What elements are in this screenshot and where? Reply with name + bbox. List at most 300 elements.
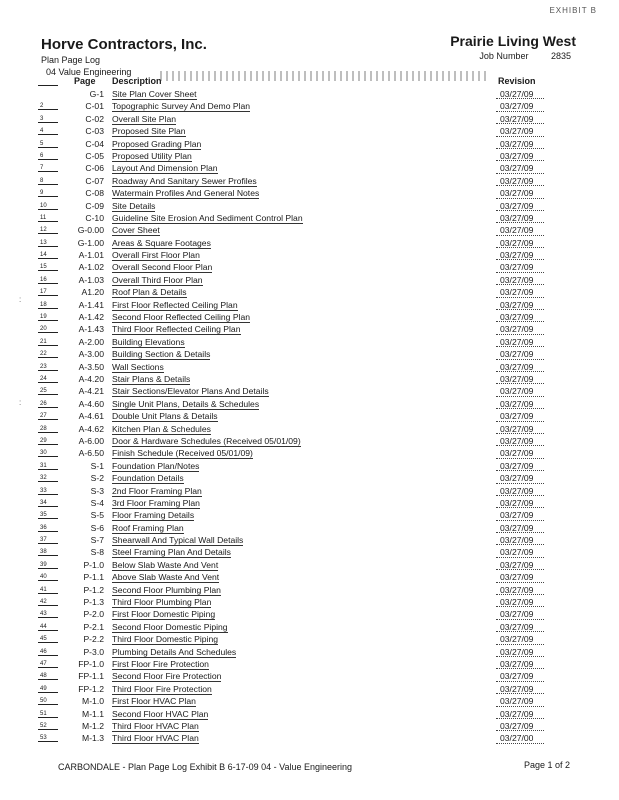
- table-row: [0, 509, 619, 521]
- revision-date: 03/27/00: [500, 733, 534, 744]
- page-description: [112, 658, 209, 670]
- revision-date: 03/27/09: [500, 510, 534, 521]
- row-index: 4: [40, 125, 56, 137]
- page-description: [112, 596, 211, 608]
- revision-underline: [496, 569, 544, 570]
- table-row: [0, 286, 619, 298]
- table-row: [0, 460, 619, 472]
- row-index: 28: [40, 423, 56, 435]
- revision-date: 03/27/09: [500, 349, 534, 360]
- row-index: 27: [40, 410, 56, 422]
- page-description: [112, 373, 190, 385]
- revision-date: 03/27/09: [500, 212, 534, 223]
- page-description: [112, 175, 257, 187]
- footer-caption: CARBONDALE - Plan Page Log Exhibit B 6-17-09 04 - Value Engineering: [58, 762, 352, 772]
- row-index: 53: [40, 732, 56, 744]
- page-code: S-1: [90, 460, 104, 471]
- revision-underline: [496, 111, 544, 112]
- row-index: 49: [40, 683, 56, 695]
- revision-underline: [496, 433, 544, 434]
- scan-noise: [160, 71, 490, 81]
- page-description: [112, 385, 269, 397]
- page-code: P-1.0: [83, 559, 104, 570]
- row-index: 46: [40, 646, 56, 658]
- revision-date: 03/27/09: [500, 175, 534, 186]
- page-code: A-4.21: [78, 386, 104, 397]
- page-description-text: First Floor Reflected Ceiling Plan: [112, 299, 238, 310]
- row-index: 36: [40, 522, 56, 534]
- row-index: 40: [40, 571, 56, 583]
- page-code: C-09: [85, 200, 104, 211]
- revision-underline: [496, 520, 544, 521]
- revision-underline: [496, 408, 544, 409]
- revision-date: 03/27/09: [500, 473, 534, 484]
- revision-underline: [496, 321, 544, 322]
- page-description-text: Plumbing Details And Schedules: [112, 646, 237, 657]
- row-index: 25: [40, 385, 56, 397]
- page-description-text: Overall First Floor Plan: [112, 250, 200, 261]
- revision-underline: [496, 198, 544, 199]
- page-description-text: Second Floor Reflected Ceiling Plan: [112, 312, 251, 323]
- revision-underline: [496, 421, 544, 422]
- table-row: [0, 633, 619, 645]
- row-index: 31: [40, 460, 56, 472]
- page-description-text: Topographic Survey And Demo Plan: [112, 101, 251, 112]
- revision-underline: [496, 222, 544, 223]
- row-index: 51: [40, 708, 56, 720]
- row-index: 17: [40, 286, 56, 298]
- table-row: [0, 670, 619, 682]
- page-description-text: Third Floor Fire Protection: [112, 683, 212, 694]
- row-index: 5: [40, 138, 56, 150]
- page-description: [112, 138, 201, 150]
- page-description: [112, 559, 218, 571]
- page-code: S-5: [90, 510, 104, 521]
- revision-underline: [496, 594, 544, 595]
- page-description-text: Third Floor Domestic Piping: [112, 634, 219, 645]
- page-description-text: Wall Sections: [112, 361, 164, 372]
- revision-date: 03/27/09: [500, 708, 534, 719]
- page-description-text: Roof Plan & Details: [112, 287, 187, 298]
- page-description-text: Stair Sections/Elevator Plans And Details: [112, 386, 269, 397]
- page-code: P-2.2: [83, 634, 104, 645]
- row-index: 26: [40, 398, 56, 410]
- row-index: 32: [40, 472, 56, 484]
- row-index: 29: [40, 435, 56, 447]
- revision-underline: [496, 458, 544, 459]
- row-index: 30: [40, 447, 56, 459]
- page-description: [112, 695, 196, 707]
- revision-date: 03/27/09: [500, 683, 534, 694]
- page-code: A-4.60: [78, 398, 104, 409]
- page-description-text: Cover Sheet: [112, 225, 160, 236]
- page-code: A1.20: [81, 287, 104, 298]
- row-index: 52: [40, 720, 56, 732]
- page-description: [112, 261, 212, 273]
- page-description: [112, 361, 164, 373]
- revision-date: 03/27/09: [500, 237, 534, 248]
- revision-date: 03/27/09: [500, 522, 534, 533]
- page-code: P-2.1: [83, 621, 104, 632]
- page-description: [112, 646, 236, 658]
- job-number-line: [479, 51, 571, 61]
- table-row: [0, 435, 619, 447]
- revision-date: 03/27/09: [500, 200, 534, 211]
- page-description-text: Shearwall And Typical Wall Details: [112, 535, 244, 546]
- page-description: [112, 88, 197, 100]
- page-description-text: 3rd Floor Framing Plan: [112, 497, 200, 508]
- table-row: [0, 497, 619, 509]
- table-row: [0, 274, 619, 286]
- page-description: [112, 621, 228, 633]
- page-code: M-1.0: [82, 696, 104, 707]
- revision-date: 03/27/09: [500, 671, 534, 682]
- page-description: [112, 162, 218, 174]
- row-index: 42: [40, 596, 56, 608]
- page-code: S-3: [90, 485, 104, 496]
- page-code: C-08: [85, 188, 104, 199]
- revision-underline: [496, 495, 544, 496]
- row-index: 10: [40, 200, 56, 212]
- revision-date: 03/27/09: [500, 634, 534, 645]
- revision-underline: [496, 557, 544, 558]
- table-row: [0, 546, 619, 558]
- page-description-text: Proposed Grading Plan: [112, 138, 202, 149]
- revision-date: 03/27/09: [500, 262, 534, 273]
- table-row: [0, 361, 619, 373]
- revision-date: 03/27/09: [500, 411, 534, 422]
- revision-underline: [496, 706, 544, 707]
- revision-underline: [496, 136, 544, 137]
- table-row: [0, 88, 619, 100]
- table-row: [0, 311, 619, 323]
- table-row: [0, 708, 619, 720]
- revision-date: 03/27/09: [500, 497, 534, 508]
- table-row: [0, 646, 619, 658]
- page-number: Page 1 of 2: [523, 760, 570, 770]
- table-row: [0, 249, 619, 261]
- page-description-text: Third Floor HVAC Plan: [112, 720, 199, 731]
- revision-date: 03/27/09: [500, 646, 534, 657]
- revision-underline: [496, 185, 544, 186]
- table-row: [0, 125, 619, 137]
- row-index: 12: [40, 224, 56, 236]
- page-description-text: First Floor HVAC Plan: [112, 696, 196, 707]
- table-row: [0, 571, 619, 583]
- page-code: C-03: [85, 126, 104, 137]
- page-code: P-3.0: [83, 646, 104, 657]
- row-index: 22: [40, 348, 56, 360]
- revision-underline: [496, 284, 544, 285]
- row-index: 41: [40, 584, 56, 596]
- page-code: C-02: [85, 113, 104, 124]
- revision-underline: [496, 743, 544, 744]
- table-row: [0, 299, 619, 311]
- page-code: C-04: [85, 138, 104, 149]
- column-header-description: Description: [112, 76, 162, 86]
- revision-date: 03/27/09: [500, 696, 534, 707]
- revision-underline: [496, 718, 544, 719]
- revision-underline: [496, 334, 544, 335]
- revision-date: 03/27/09: [500, 658, 534, 669]
- row-index: 9: [40, 187, 56, 199]
- page-description-text: Layout And Dimension Plan: [112, 163, 218, 174]
- page-code: A-3.50: [78, 361, 104, 372]
- row-index: 33: [40, 485, 56, 497]
- revision-date: 03/27/09: [500, 113, 534, 124]
- table-row: [0, 187, 619, 199]
- revision-underline: [496, 346, 544, 347]
- revision-date: 03/27/09: [500, 287, 534, 298]
- revision-date: 03/27/09: [500, 720, 534, 731]
- page-description: [112, 534, 243, 546]
- table-row: [0, 336, 619, 348]
- revision-date: 03/27/09: [500, 336, 534, 347]
- page-description-text: Third Floor Reflected Ceiling Plan: [112, 324, 241, 335]
- page-description-text: Second Floor Plumbing Plan: [112, 584, 221, 595]
- table-row: [0, 720, 619, 732]
- page-code: S-8: [90, 547, 104, 558]
- page-description: [112, 683, 212, 695]
- page-description-text: Guideline Site Erosion And Sediment Control Plan: [112, 212, 303, 223]
- revision-underline: [496, 507, 544, 508]
- page-description: [112, 670, 221, 682]
- table-row: [0, 522, 619, 534]
- revision-underline: [496, 644, 544, 645]
- page-description: [112, 100, 250, 112]
- table-row: [0, 732, 619, 744]
- page-description-text: Proposed Utility Plan: [112, 150, 192, 161]
- page-code: A-1.41: [78, 299, 104, 310]
- table-row: [0, 113, 619, 125]
- row-index: 13: [40, 237, 56, 249]
- revision-date: 03/27/09: [500, 274, 534, 285]
- revision-underline: [496, 235, 544, 236]
- page-description: [112, 460, 199, 472]
- revision-date: 03/27/09: [500, 597, 534, 608]
- page-description: [112, 113, 176, 125]
- page-code: S-4: [90, 497, 104, 508]
- revision-date: 03/27/09: [500, 485, 534, 496]
- revision-date: 03/27/09: [500, 423, 534, 434]
- exhibit-label: EXHIBIT B: [549, 6, 597, 15]
- page-code: M-1.3: [82, 733, 104, 744]
- revision-underline: [496, 544, 544, 545]
- page-description-text: Above Slab Waste And Vent: [112, 572, 220, 583]
- page-description-text: Double Unit Plans & Details: [112, 411, 218, 422]
- table-row: [0, 138, 619, 150]
- revision-underline: [496, 532, 544, 533]
- table-row: [0, 534, 619, 546]
- table-row: [0, 423, 619, 435]
- page-description: [112, 608, 215, 620]
- revision-date: 03/27/09: [500, 373, 534, 384]
- revision-underline: [496, 359, 544, 360]
- page-description: [112, 720, 199, 732]
- page-code: M-1.1: [82, 708, 104, 719]
- revision-underline: [496, 582, 544, 583]
- table-row: [0, 373, 619, 385]
- column-header-page: Page: [74, 76, 96, 86]
- page-description-text: Building Section & Details: [112, 349, 211, 360]
- revision-underline: [496, 272, 544, 273]
- page-code: FP-1.2: [78, 683, 104, 694]
- revision-date: 03/27/09: [500, 386, 534, 397]
- revision-underline: [496, 681, 544, 682]
- row-index: 35: [40, 509, 56, 521]
- revision-date: 03/27/09: [500, 584, 534, 595]
- page-code: P-1.2: [83, 584, 104, 595]
- page-description-text: Site Plan Cover Sheet: [112, 89, 197, 99]
- page-description-text: First Floor Fire Protection: [112, 658, 209, 669]
- page-description-text: Watermain Profiles And General Notes: [112, 188, 260, 199]
- revision-date: 03/27/09: [500, 559, 534, 570]
- page-description: [112, 125, 186, 137]
- revision-date: 03/27/09: [500, 448, 534, 459]
- page-code: A-4.61: [78, 411, 104, 422]
- revision-date: 03/27/09: [500, 361, 534, 372]
- page-description-text: 2nd Floor Framing Plan: [112, 485, 202, 496]
- table-row: [0, 200, 619, 212]
- page-description: [112, 497, 200, 509]
- page-description-text: Door & Hardware Schedules (Received 05/01/09): [112, 435, 301, 446]
- column-header-revision: Revision: [498, 76, 536, 86]
- page-code: A-3.00: [78, 349, 104, 360]
- revision-underline: [496, 210, 544, 211]
- revision-underline: [496, 631, 544, 632]
- page-description-text: Overall Site Plan: [112, 113, 177, 124]
- page-code: A-2.00: [78, 336, 104, 347]
- revision-underline: [496, 606, 544, 607]
- page-description-text: Floor Framing Details: [112, 510, 195, 521]
- table-row: [0, 559, 619, 571]
- row-index: 37: [40, 534, 56, 546]
- row-index: 48: [40, 670, 56, 682]
- table-row: [0, 485, 619, 497]
- page-description-text: Roof Framing Plan: [112, 522, 184, 533]
- revision-date: 03/27/09: [500, 250, 534, 261]
- page-code: M-1.2: [82, 720, 104, 731]
- page-description-text: Second Floor Domestic Piping: [112, 621, 228, 632]
- page-description: [112, 633, 218, 645]
- revision-underline: [496, 259, 544, 260]
- table-row: [0, 608, 619, 620]
- table-row: [0, 621, 619, 633]
- row-index: 19: [40, 311, 56, 323]
- row-index: 8: [40, 175, 56, 187]
- company-name: Horve Contractors, Inc.: [41, 36, 207, 53]
- page-description-text: Finish Schedule (Received 05/01/09): [112, 448, 253, 459]
- page-description-text: Roadway And Sanitary Sewer Profiles: [112, 175, 257, 186]
- revision-date: 03/27/09: [500, 101, 534, 112]
- revision-date: 03/27/09: [500, 547, 534, 558]
- page-description-text: Proposed Site Plan: [112, 126, 186, 137]
- page-code: A-1.42: [78, 312, 104, 323]
- revision-underline: [496, 371, 544, 372]
- revision-underline: [496, 383, 544, 384]
- page-description: [112, 410, 218, 422]
- table-row: [0, 261, 619, 273]
- page-description: [112, 732, 199, 744]
- table-row: [0, 212, 619, 224]
- page-description: [112, 286, 187, 298]
- page-description-text: Building Elevations: [112, 336, 185, 347]
- revision-underline: [496, 123, 544, 124]
- page-description-text: Third Floor Plumbing Plan: [112, 597, 212, 608]
- row-index: 39: [40, 559, 56, 571]
- page-description-text: Third Floor HVAC Plan: [112, 733, 199, 744]
- row-index: 14: [40, 249, 56, 261]
- page-code: G-0.00: [77, 225, 104, 236]
- page-code: A-4.20: [78, 373, 104, 384]
- page-description-text: Second Floor HVAC Plan: [112, 708, 209, 719]
- page-description: [112, 224, 160, 236]
- page-description-text: First Floor Domestic Piping: [112, 609, 216, 620]
- revision-date: 03/27/09: [500, 126, 534, 137]
- page-description: [112, 509, 194, 521]
- row-index: 20: [40, 323, 56, 335]
- page-description: [112, 200, 155, 212]
- page-code: C-05: [85, 150, 104, 161]
- table-row: [0, 398, 619, 410]
- page-description-text: Stair Plans & Details: [112, 373, 191, 384]
- revision-underline: [496, 173, 544, 174]
- page-code: G-1: [89, 89, 104, 99]
- page-description-text: Second Floor Fire Protection: [112, 671, 222, 682]
- row-index: 7: [40, 162, 56, 174]
- revision-date: 03/27/09: [500, 312, 534, 323]
- row-index: 6: [40, 150, 56, 162]
- table-row: [0, 237, 619, 249]
- page-description: [112, 398, 259, 410]
- revision-date: 03/27/09: [500, 299, 534, 310]
- page-description: [112, 212, 303, 224]
- table-row: [0, 658, 619, 670]
- page-description-text: Steel Framing Plan And Details: [112, 547, 231, 558]
- job-number-label: Job Number: [479, 51, 529, 61]
- page-description-text: Foundation Details: [112, 473, 184, 484]
- page-code: C-10: [85, 212, 104, 223]
- margin-mark: :: [19, 398, 22, 407]
- revision-date: 03/27/09: [500, 535, 534, 546]
- page-description: [112, 299, 238, 311]
- revision-underline: [496, 483, 544, 484]
- revision-underline: [496, 148, 544, 149]
- revision-underline: [496, 619, 544, 620]
- page-description: [112, 423, 211, 435]
- log-title: Plan Page Log: [41, 55, 101, 65]
- page-description: [112, 435, 301, 447]
- table-row: [0, 162, 619, 174]
- page-code: C-06: [85, 163, 104, 174]
- revision-date: 03/27/09: [500, 609, 534, 620]
- revision-underline: [496, 693, 544, 694]
- page-code: FP-1.1: [78, 671, 104, 682]
- table-row: [0, 695, 619, 707]
- page-code: P-1.1: [83, 572, 104, 583]
- page-code: S-2: [90, 473, 104, 484]
- page-description-text: Single Unit Plans, Details & Schedules: [112, 398, 260, 409]
- page-description-text: Foundation Plan/Notes: [112, 460, 200, 471]
- page-description: [112, 249, 200, 261]
- revision-date: 03/27/09: [500, 435, 534, 446]
- revision-underline: [496, 656, 544, 657]
- page-description: [112, 472, 184, 484]
- section-title: 04 Value Engineering: [46, 67, 132, 77]
- table-row: [0, 385, 619, 397]
- page-description: [112, 274, 203, 286]
- row-index: 45: [40, 633, 56, 645]
